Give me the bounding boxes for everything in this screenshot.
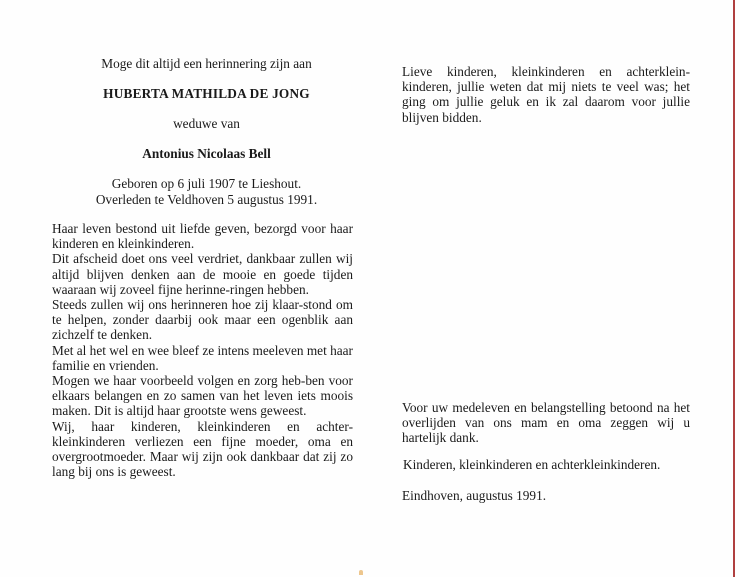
signature: Kinderen, kleinkinderen en achterkleinkinderen.: [403, 457, 661, 472]
place-date: Eindhoven, augustus 1991.: [402, 488, 547, 503]
tribute-paragraph: Steeds zullen wij ons herinneren hoe zij klaar-stond om te helpen, zonder daarbij ook maar een ogenblik aan zichzelf te denken.: [52, 297, 353, 343]
relation-text: weduwe van: [173, 116, 240, 131]
deceased-name: HUBERTA MATHILDA DE JONG: [103, 86, 310, 101]
birth-line: Geboren op 6 juli 1907 te Lieshout.: [111, 176, 302, 191]
farewell-message: Lieve kinderen, kleinkinderen en achterklein-kinderen, jullie weten dat mij niets te veel was; het ging om jullie geluk en ik zal daarom voor jullie blijven bidden.: [402, 64, 690, 125]
tribute-paragraph: Haar leven bestond uit liefde geven, bezorgd voor haar kinderen en kleinkinderen.: [52, 221, 353, 252]
tribute-paragraph: Wij, haar kinderen, kleinkinderen en achter-kleinkinderen verliezen een fijne moeder, oma en overgrootmoeder. Maar wij zijn ook dankbaar dat zij zo lang bij ons is geweest.: [52, 418, 353, 480]
tribute-paragraph: Mogen we haar voorbeeld volgen en zorg heb-ben voor elkaars belangen en zo samen van het leven iets moois maken. Dit is altijd haar grootste wens geweest.: [52, 373, 353, 419]
tribute-text: [52, 221, 353, 479]
intro-text: Moge dit altijd een herinnering zijn aan: [101, 56, 312, 71]
tribute-paragraph: Dit afscheid doet ons veel verdriet, dankbaar zullen wij altijd blijven denken aan de mooie en goede tijden waaraan wij zoveel fijne herinne-ringen hebben.: [52, 251, 353, 297]
death-line: Overleden te Veldhoven 5 augustus 1991.: [95, 192, 318, 207]
life-dates: [60, 176, 353, 208]
left-panel: [52, 56, 353, 479]
paper-speck: [359, 570, 363, 575]
thanks-message: Voor uw medeleven en belangstelling betoond na het overlijden van ons mam en oma zeggen wij u hartelijk dank.: [402, 400, 690, 446]
spouse-name: Antonius Nicolaas Bell: [142, 146, 271, 161]
right-panel: [402, 64, 690, 503]
tribute-paragraph: Met al het wel en wee bleef ze intens meeleven met haar familie en vrienden.: [52, 342, 353, 373]
